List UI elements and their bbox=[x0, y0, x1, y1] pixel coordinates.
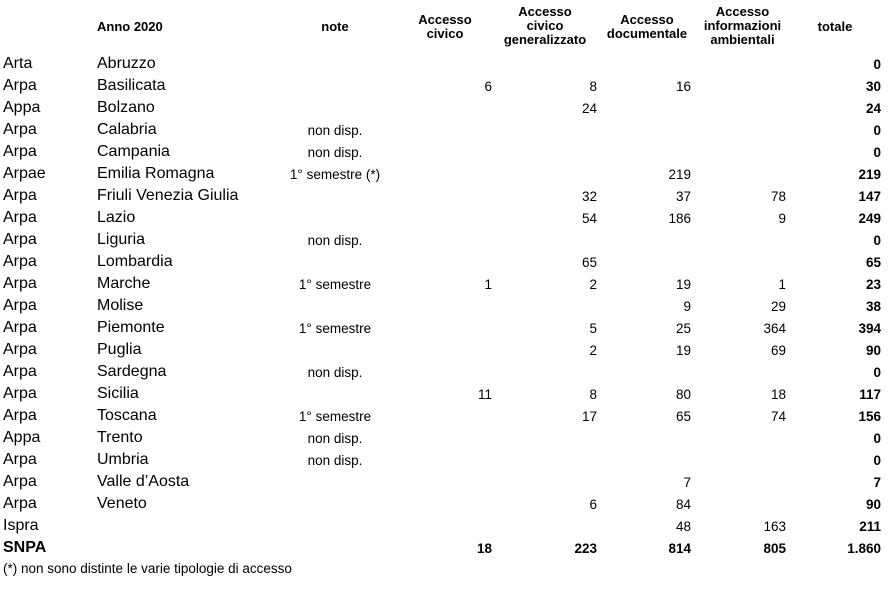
header-accesso-generalizzato: Accesso civico generalizzato bbox=[503, 4, 587, 47]
row-agency: Arpa bbox=[3, 495, 37, 512]
row-agency: Arpa bbox=[3, 121, 37, 138]
row-ambientali: 163 bbox=[763, 519, 786, 534]
row-agency: Arpa bbox=[3, 473, 37, 490]
row-documentale: 9 bbox=[683, 299, 691, 314]
row-totale: 211 bbox=[859, 519, 881, 534]
row-totale: 23 bbox=[865, 277, 881, 292]
row-agency: Arpa bbox=[3, 253, 37, 270]
total-totale: 1.860 bbox=[847, 541, 881, 556]
row-ambientali: 1 bbox=[778, 277, 786, 292]
row-agency: Arpae bbox=[3, 165, 46, 182]
row-region: Puglia bbox=[97, 341, 142, 358]
total-ambientali: 805 bbox=[763, 541, 786, 556]
row-agency: Appa bbox=[3, 99, 41, 116]
footnote: (*) non sono distinte le varie tipologie di accesso bbox=[3, 561, 292, 576]
row-documentale: 16 bbox=[675, 79, 691, 94]
row-generalizzato: 32 bbox=[581, 189, 597, 204]
row-ambientali: 364 bbox=[763, 321, 786, 336]
total-documentale: 814 bbox=[668, 541, 691, 556]
row-generalizzato: 24 bbox=[581, 101, 597, 116]
row-totale: 65 bbox=[865, 255, 881, 270]
row-generalizzato: 6 bbox=[589, 497, 597, 512]
row-civico: 6 bbox=[484, 79, 492, 94]
row-documentale: 37 bbox=[675, 189, 691, 204]
row-region: Liguria bbox=[97, 231, 146, 248]
row-totale: 219 bbox=[858, 167, 881, 182]
row-agency: Arpa bbox=[3, 341, 37, 358]
row-totale: 38 bbox=[865, 299, 881, 314]
row-totale: 0 bbox=[873, 145, 881, 160]
row-region: Veneto bbox=[97, 495, 147, 512]
row-note: non disp. bbox=[307, 123, 363, 138]
row-generalizzato: 8 bbox=[589, 387, 597, 402]
total-civico: 18 bbox=[476, 541, 492, 556]
header-accesso-documentale: Accesso documentale bbox=[606, 12, 688, 41]
row-agency: Arpa bbox=[3, 363, 37, 380]
row-documentale: 65 bbox=[675, 409, 691, 424]
row-totale: 117 bbox=[859, 387, 881, 402]
row-totale: 394 bbox=[858, 321, 881, 336]
row-region: Lazio bbox=[97, 209, 136, 226]
row-documentale: 7 bbox=[683, 475, 691, 490]
row-generalizzato: 2 bbox=[589, 277, 597, 292]
row-region: Toscana bbox=[97, 407, 157, 424]
row-agency: Arpa bbox=[3, 407, 37, 424]
header-totale: totale bbox=[817, 19, 853, 34]
row-note: 1° semestre bbox=[298, 277, 372, 292]
total-generalizzato: 223 bbox=[574, 541, 597, 556]
row-agency: Arpa bbox=[3, 319, 37, 336]
row-totale: 0 bbox=[873, 431, 881, 446]
row-region: Valle d’Aosta bbox=[97, 473, 190, 490]
row-generalizzato: 65 bbox=[581, 255, 597, 270]
row-totale: 90 bbox=[865, 343, 881, 358]
row-note: 1° semestre (*) bbox=[289, 167, 381, 182]
row-totale: 24 bbox=[865, 101, 881, 116]
row-note: non disp. bbox=[307, 233, 363, 248]
row-documentale: 84 bbox=[675, 497, 691, 512]
row-documentale: 219 bbox=[668, 167, 691, 182]
row-ambientali: 9 bbox=[778, 211, 786, 226]
row-note: non disp. bbox=[307, 453, 363, 468]
row-agency: Arpa bbox=[3, 275, 37, 292]
row-documentale: 186 bbox=[668, 211, 691, 226]
row-note: non disp. bbox=[307, 145, 363, 160]
row-totale: 156 bbox=[858, 409, 881, 424]
row-region: Sardegna bbox=[97, 363, 167, 380]
row-agency: Arpa bbox=[3, 451, 37, 468]
row-totale: 0 bbox=[873, 365, 881, 380]
row-totale: 0 bbox=[873, 453, 881, 468]
row-ambientali: 78 bbox=[770, 189, 786, 204]
row-documentale: 19 bbox=[675, 343, 691, 358]
row-note: 1° semestre bbox=[298, 321, 372, 336]
row-region: Calabria bbox=[97, 121, 157, 138]
row-note: non disp. bbox=[307, 365, 363, 380]
header-accesso-ambientali: Accesso informazioni ambientali bbox=[703, 4, 782, 47]
row-region: Sicilia bbox=[97, 385, 139, 402]
row-totale: 0 bbox=[873, 57, 881, 72]
row-civico: 11 bbox=[477, 387, 492, 402]
total-label: SNPA bbox=[3, 539, 47, 556]
row-totale: 147 bbox=[858, 189, 881, 204]
row-agency: Arpa bbox=[3, 385, 37, 402]
row-note: 1° semestre bbox=[298, 409, 372, 424]
row-region: Trento bbox=[97, 429, 143, 446]
row-totale: 90 bbox=[865, 497, 881, 512]
row-ambientali: 69 bbox=[770, 343, 786, 358]
row-generalizzato: 54 bbox=[581, 211, 597, 226]
row-agency: Appa bbox=[3, 429, 41, 446]
row-agency: Arta bbox=[3, 55, 33, 72]
row-region: Emilia Romagna bbox=[97, 165, 215, 182]
row-agency: Ispra bbox=[3, 517, 39, 534]
row-totale: 0 bbox=[873, 233, 881, 248]
row-agency: Arpa bbox=[3, 297, 37, 314]
row-agency: Arpa bbox=[3, 77, 37, 94]
row-region: Abruzzo bbox=[97, 55, 156, 72]
row-region: Piemonte bbox=[97, 319, 165, 336]
row-region: Bolzano bbox=[97, 99, 155, 116]
row-region: Campania bbox=[97, 143, 170, 160]
row-ambientali: 29 bbox=[770, 299, 786, 314]
row-note: non disp. bbox=[307, 431, 363, 446]
row-ambientali: 18 bbox=[770, 387, 786, 402]
row-agency: Arpa bbox=[3, 231, 37, 248]
row-totale: 30 bbox=[865, 79, 881, 94]
row-generalizzato: 17 bbox=[581, 409, 597, 424]
row-documentale: 80 bbox=[675, 387, 691, 402]
header-note: note bbox=[321, 19, 349, 34]
row-generalizzato: 2 bbox=[589, 343, 597, 358]
row-civico: 1 bbox=[484, 277, 492, 292]
row-region: Basilicata bbox=[97, 77, 166, 94]
row-region: Umbria bbox=[97, 451, 149, 468]
row-totale: 0 bbox=[873, 123, 881, 138]
row-generalizzato: 5 bbox=[589, 321, 597, 336]
row-region: Marche bbox=[97, 275, 151, 292]
row-agency: Arpa bbox=[3, 209, 37, 226]
row-documentale: 48 bbox=[675, 519, 691, 534]
row-region: Molise bbox=[97, 297, 144, 314]
row-agency: Arpa bbox=[3, 143, 37, 160]
row-ambientali: 74 bbox=[770, 409, 786, 424]
row-region: Friuli Venezia Giulia bbox=[97, 187, 239, 204]
row-generalizzato: 8 bbox=[589, 79, 597, 94]
row-region: Lombardia bbox=[97, 253, 173, 270]
header-year: Anno 2020 bbox=[97, 19, 163, 34]
row-documentale: 25 bbox=[675, 321, 691, 336]
row-totale: 7 bbox=[873, 475, 881, 490]
row-documentale: 19 bbox=[675, 277, 691, 292]
header-accesso-civico: Accesso civico bbox=[418, 12, 472, 41]
row-totale: 249 bbox=[858, 211, 881, 226]
row-agency: Arpa bbox=[3, 187, 37, 204]
